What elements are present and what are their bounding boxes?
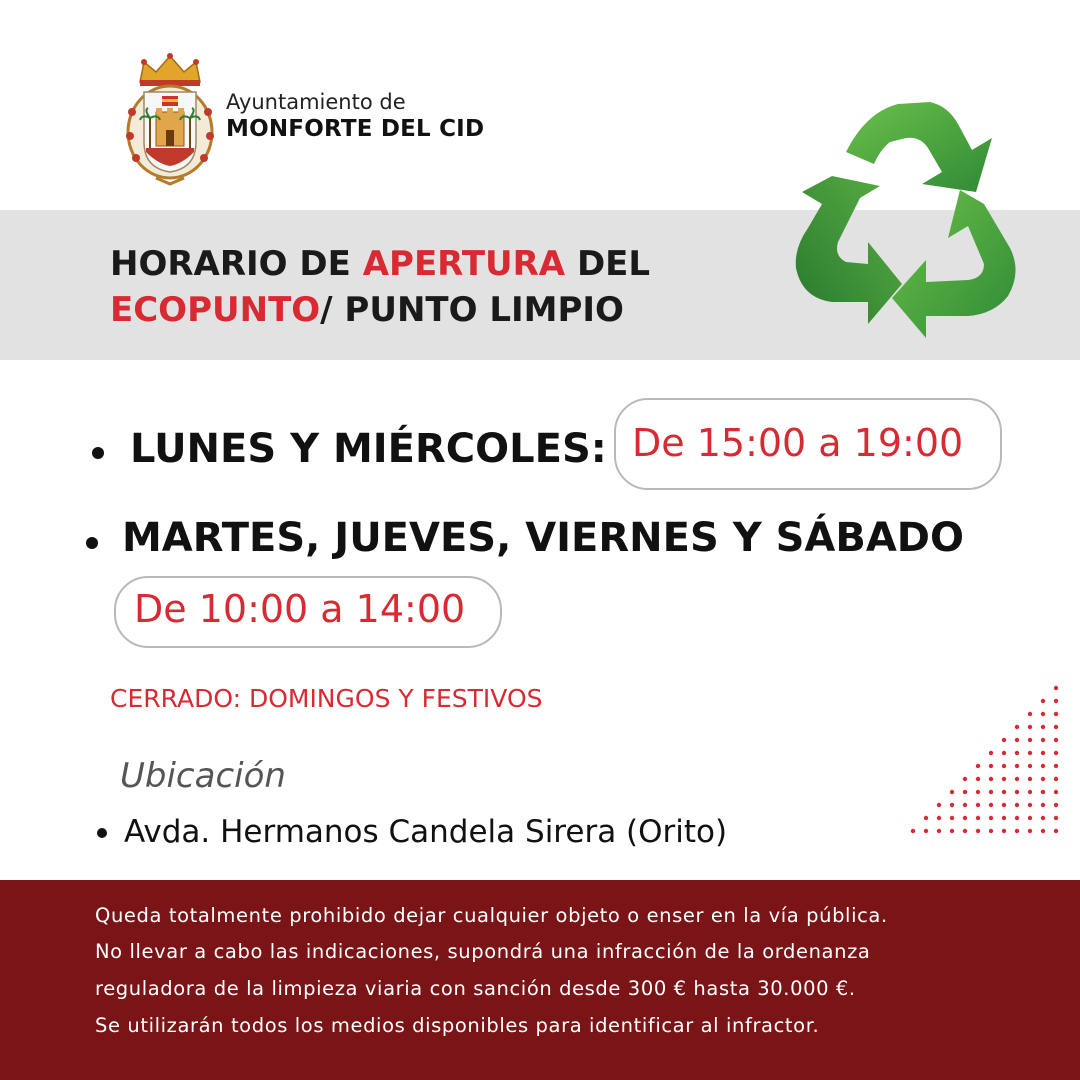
schedule-hours-2: De 10:00 a 14:00 — [134, 587, 466, 631]
org-name-line2: MONFORTE DEL CID — [226, 116, 485, 142]
location-heading: Ubicación — [120, 756, 286, 796]
page-title-line2: ECOPUNTO/ PUNTO LIMPIO — [110, 290, 624, 330]
bullet-icon — [86, 537, 98, 549]
schedule-hours-pill-1 — [614, 398, 1002, 490]
coat-of-arms-icon — [122, 52, 218, 187]
schedule-days-1: LUNES Y MIÉRCOLES: — [130, 426, 607, 472]
schedule-hours-1: De 15:00 a 19:00 — [632, 421, 964, 465]
schedule-hours-pill-2 — [114, 576, 502, 648]
footer-line: Queda totalmente prohibido dejar cualquier objeto o enser en la vía pública. — [95, 904, 888, 927]
location-address: Avda. Hermanos Candela Sirera (Orito) — [124, 814, 728, 850]
page-title-line1: HORARIO DE APERTURA DEL — [110, 244, 651, 284]
bullet-icon — [92, 447, 104, 459]
footer-line: No llevar a cabo las indicaciones, supondrá una infracción de la ordenanza — [95, 940, 871, 963]
footer-notice — [0, 880, 1080, 1080]
recycle-icon — [788, 92, 1026, 344]
dot-pattern-icon — [905, 680, 1065, 840]
bullet-icon — [97, 828, 107, 838]
org-name-line1: Ayuntamiento de — [226, 90, 406, 114]
schedule-days-2: MARTES, JUEVES, VIERNES Y SÁBADO — [122, 515, 965, 561]
footer-line: Se utilizarán todos los medios disponibles para identificar al infractor. — [95, 1014, 820, 1037]
closed-notice: CERRADO: DOMINGOS Y FESTIVOS — [110, 684, 543, 713]
footer-line: reguladora de la limpieza viaria con sanción desde 300 € hasta 30.000 €. — [95, 977, 856, 1000]
